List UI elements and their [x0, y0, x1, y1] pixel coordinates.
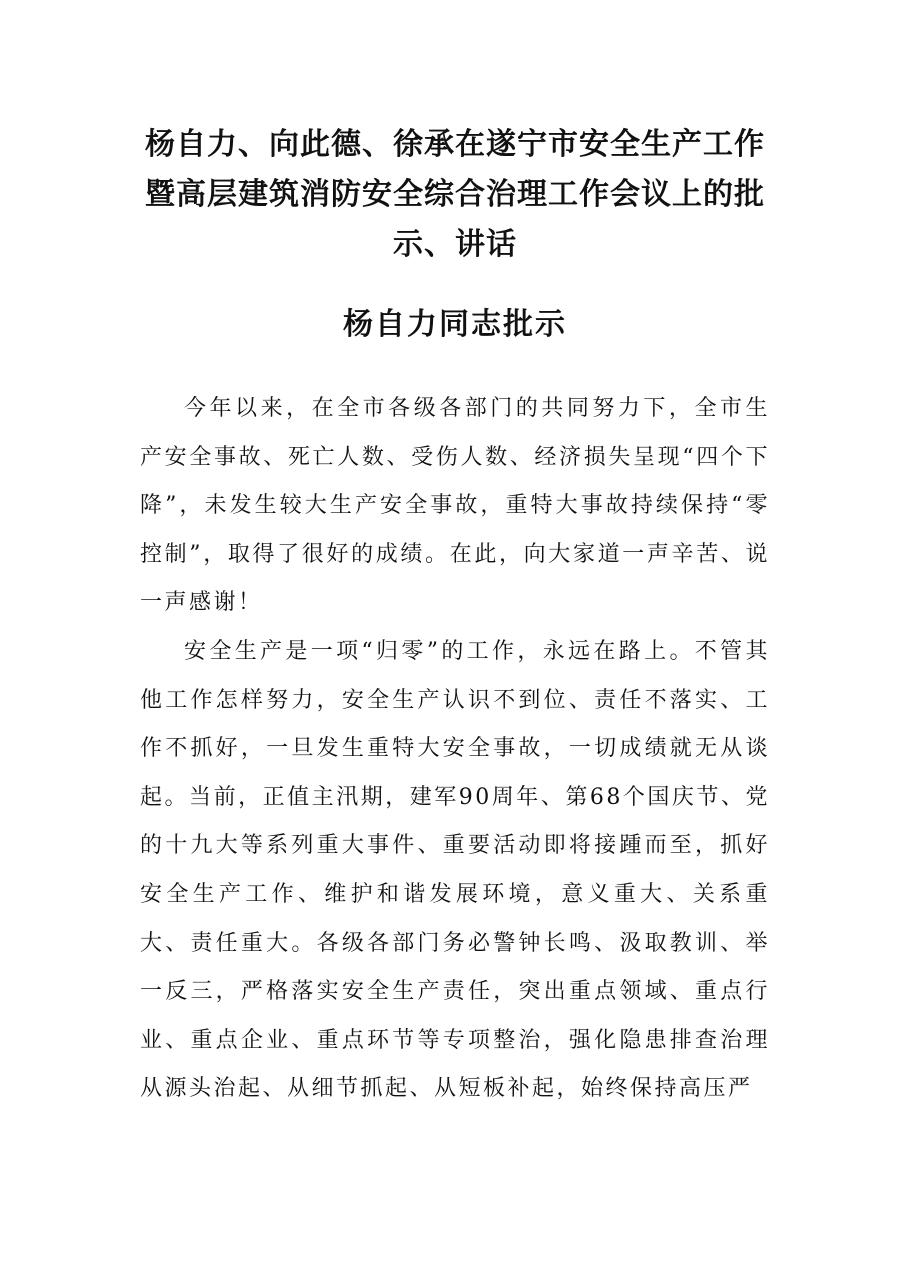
body-paragraph: 安全生产是一项“归零”的工作，永远在路上。不管其他工作怎样努力，安全生产认识不到位、责任不落实、工作不抓好，一旦发生重特大安全事故，一切成绩就无从谈起。当前，正值主汛期，建军90周年、第68个国庆节、党的十九大等系列重大事件、重要活动即将接踵而至，抓好安全生产工作、维护和谐发展环境，意义重大、关系重大、责任重大。各级各部门务必警钟长鸣、汲取教训、举一反三，严格落实安全生产责任，突出重点领域、重点行业、重点企业、重点环节等专项整治，强化隐患排查治理从源头治起、从细节抓起、从短板补起，始终保持高压严: [140, 638, 770, 1102]
document-body: [140, 385, 770, 1114]
body-paragraph: 今年以来，在全市各级各部门的共同努力下，全市生产安全事故、死亡人数、受伤人数、经济损失呈现“四个下降”，未发生较大生产安全事故，重特大事故持续保持“零控制”，取得了很好的成绩。在此，向大家道一声辛苦、说一声感谢！: [140, 396, 770, 616]
document-title: 杨自力、向此德、徐承在遂宁市安全生产工作暨高层建筑消防安全综合治理工作会议上的批示、讲话: [145, 127, 765, 262]
section-heading: 杨自力同志批示: [343, 307, 567, 342]
